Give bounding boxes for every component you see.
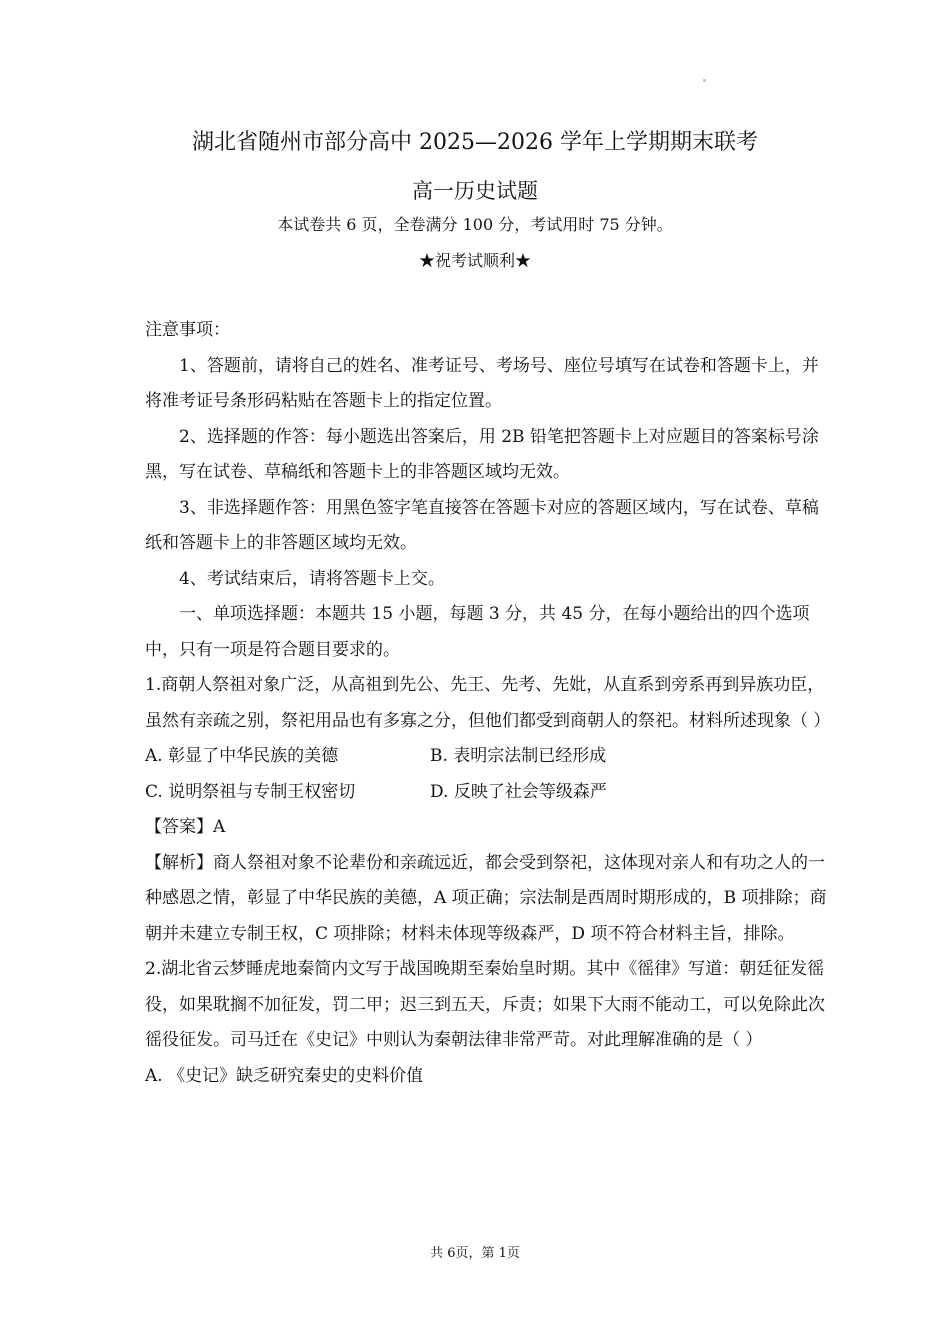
question-1-answer: 【答案】A [145, 817, 226, 837]
exam-info: 本试卷共 6 页，全卷满分 100 分，考试用时 75 分钟。 [277, 215, 673, 234]
question-1-option-b: B. 表明宗法制已经形成 [430, 746, 607, 766]
exam-body [145, 313, 830, 1094]
question-1-analysis: 【解析】商人祭祖对象不论辈份和亲疏远近，都会受到祭祀，这体现对亲人和有功之人的一种感恩之情，彰显了中华民族的美德，A 项正确；宗法制是西周时期形成的，B 项排除；商朝并未建立专制王权，C 项排除；材料未体现等级森严，D 项不符合材料主旨，排除。 [145, 852, 827, 944]
notice-item: 1、答题前，请将自己的姓名、准考证号、考场号、座位号填写在试卷和答题卡上，并将准考证号条形码粘贴在答题卡上的指定位置。 [145, 355, 819, 411]
question-1-options-row-1 [145, 739, 830, 775]
question-2-stem: 2.湖北省云梦睡虎地秦简内文写于战国晚期至秦始皇时期。其中《徭律》写道：朝廷征发徭役，如果耽搁不加征发，罚二甲；迟三到五天，斥责；如果下大雨不能动工，可以免除此次徭役征发。司马迁在《史记》中则认为秦朝法律非常严苛。对此理解准确的是（ ） [145, 959, 825, 1050]
scan-speck [703, 79, 706, 82]
exam-title: 湖北省随州市部分高中 2025—2026 学年上学期期末联考 [192, 130, 758, 155]
section-heading: 一、单项选择题：本题共 15 小题，每题 3 分，共 45 分，在每小题给出的四个选项中，只有一项是符合题目要求的。 [145, 604, 810, 660]
question-1-option-a: A. 彰显了中华民族的美德 [145, 746, 339, 766]
exam-subtitle: 高一历史试题 [412, 179, 538, 203]
notice-item: 3、非选择题作答：用黑色签字笔直接答在答题卡对应的答题区域内，写在试卷、草稿纸和答题卡上的非答题区域均无效。 [145, 497, 819, 553]
question-2-option-a: A. 《史记》缺乏研究秦史的史料价值 [145, 1065, 424, 1086]
question-1-option-c: C. 说明祭祖与专制王权密切 [145, 781, 356, 802]
question-1-stem: 1.商朝人祭祖对象广泛，从高祖到先公、先王、先考、先妣，从直系到旁系再到异族功臣，虽然有亲疏之别，祭祀用品也有多寡之分，但他们都受到商朝人的祭祀。材料所述现象（ ） [145, 675, 831, 731]
page-footer: 共 6页，第 1页 [430, 1246, 520, 1261]
question-1-option-d: D. 反映了社会等级森严 [430, 781, 607, 802]
question-1-options-row-2 [145, 775, 830, 811]
notice-item: 4、考试结束后，请将答题卡上交。 [179, 568, 445, 589]
notice-item: 2、选择题的作答：每小题选出答案后，用 2B 铅笔把答题卡上对应题目的答案标号涂黑，写在试卷、草稿纸和答题卡上的非答题区域均无效。 [145, 426, 819, 482]
notice-heading: 注意事项： [145, 320, 230, 340]
exam-wish: ★祝考试顺利★ [418, 251, 531, 270]
